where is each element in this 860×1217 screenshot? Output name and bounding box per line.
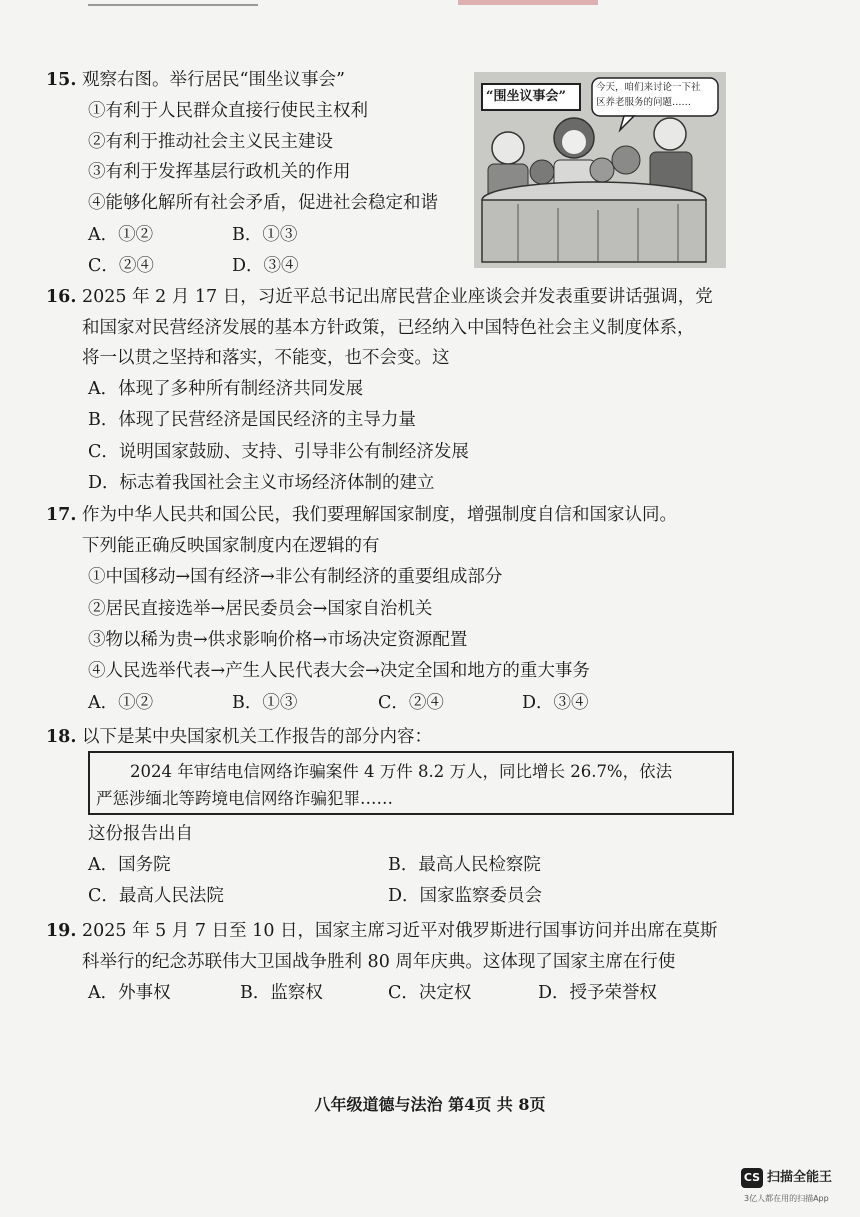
q15-stem: 观察右图。举行居民“围坐议事会” — [82, 70, 345, 90]
top-stamp-fragment — [458, 0, 598, 8]
cartoon-sign-text: “围坐议事会” — [486, 89, 566, 104]
scanner-app-name: 扫描全能王 — [767, 1170, 833, 1185]
q17-item-3: ③物以稀为贵→供求影响价格→市场决定资源配置 — [88, 630, 468, 650]
q15-item-1: ①有利于人民群众直接行使民主权利 — [88, 101, 368, 121]
q17-number: 17. — [46, 505, 77, 525]
meeting-cartoon — [474, 72, 726, 268]
q18-stem: 以下是某中央国家机关工作报告的部分内容： — [82, 727, 432, 747]
q15-option-d[interactable]: D．③④ — [232, 256, 299, 276]
q17-option-c[interactable]: C．②④ — [378, 693, 444, 713]
scanner-logo-icon: CS — [741, 1168, 763, 1188]
q18-prompt: 这份报告出自 — [88, 824, 193, 844]
q19-option-c[interactable]: C．决定权 — [388, 983, 472, 1003]
q19-stem-line-1: 2025 年 5 月 7 日至 10 日，国家主席习近平对俄罗斯进行国事访问并出席在莫斯 — [82, 921, 718, 941]
page-footer: 八年级道德与法治 第4页 共 8页 — [314, 1095, 546, 1114]
q16-stem-line-3: 将一以贯之坚持和落实，不能变，也不会变。这 — [82, 348, 450, 368]
q15-number: 15. — [46, 70, 77, 90]
report-line-2: 严惩涉缅北等跨境电信网络诈骗犯罪…… — [96, 789, 393, 808]
q17-item-4: ④人民选举代表→产生人民代表大会→决定全国和地方的重大事务 — [88, 661, 590, 681]
q15-option-c[interactable]: C．②④ — [88, 256, 154, 276]
q17-option-d[interactable]: D．③④ — [522, 693, 589, 713]
q17-item-2: ②居民直接选举→居民委员会→国家自治机关 — [88, 599, 433, 619]
q15-item-2: ②有利于推动社会主义民主建设 — [88, 132, 333, 152]
cartoon-speech-line-2: 区养老服务的问题…… — [596, 97, 692, 108]
q16-option-b[interactable]: B．体现了民营经济是国民经济的主导力量 — [88, 410, 416, 430]
scanner-tagline: 3亿人都在用的扫描App — [744, 1194, 829, 1203]
q16-number: 16. — [46, 287, 77, 307]
q18-option-a[interactable]: A．国务院 — [88, 855, 171, 875]
q16-option-d[interactable]: D．标志着我国社会主义市场经济体制的建立 — [88, 473, 435, 493]
q15-item-4: ④能够化解所有社会矛盾，促进社会稳定和谐 — [88, 193, 438, 213]
q15-option-b[interactable]: B．①③ — [232, 225, 298, 245]
q19-option-a[interactable]: A．外事权 — [88, 983, 171, 1003]
q19-number: 19. — [46, 921, 77, 941]
q16-option-c[interactable]: C．说明国家鼓励、支持、引导非公有制经济发展 — [88, 442, 469, 462]
q19-stem-line-2: 科举行的纪念苏联伟大卫国战争胜利 80 周年庆典。这体现了国家主席在行使 — [82, 952, 676, 972]
q18-number: 18. — [46, 727, 77, 747]
q18-option-b[interactable]: B．最高人民检察院 — [388, 855, 541, 875]
q17-option-a[interactable]: A．①② — [88, 693, 154, 713]
q17-stem-line-2: 下列能正确反映国家制度内在逻辑的有 — [82, 536, 380, 556]
q19-option-d[interactable]: D．授予荣誉权 — [538, 983, 658, 1003]
q17-option-b[interactable]: B．①③ — [232, 693, 298, 713]
q15-option-a[interactable]: A．①② — [88, 225, 154, 245]
q18-option-c[interactable]: C．最高人民法院 — [88, 886, 224, 906]
q17-stem-line-1: 作为中华人民共和国公民，我们要理解国家制度，增强制度自信和国家认同。 — [82, 505, 677, 525]
top-edge-mark — [88, 4, 258, 6]
q16-option-a[interactable]: A．体现了多种所有制经济共同发展 — [88, 379, 364, 399]
q15-item-3: ③有利于发挥基层行政机关的作用 — [88, 162, 351, 182]
q17-item-1: ①中国移动→国有经济→非公有制经济的重要组成部分 — [88, 567, 503, 587]
q16-stem-line-1: 2025 年 2 月 17 日，习近平总书记出席民营企业座谈会并发表重要讲话强调，党 — [82, 287, 713, 307]
cartoon-speech-line-1: 今天，咱们来讨论一下社 — [596, 82, 701, 93]
q19-option-b[interactable]: B．监察权 — [240, 983, 323, 1003]
report-line-1: 2024 年审结电信网络诈骗案件 4 万件 8.2 万人，同比增长 26.7%，依法 — [130, 762, 673, 781]
q18-option-d[interactable]: D．国家监察委员会 — [388, 886, 543, 906]
q16-stem-line-2: 和国家对民营经济发展的基本方针政策，已经纳入中国特色社会主义制度体系， — [82, 318, 695, 338]
